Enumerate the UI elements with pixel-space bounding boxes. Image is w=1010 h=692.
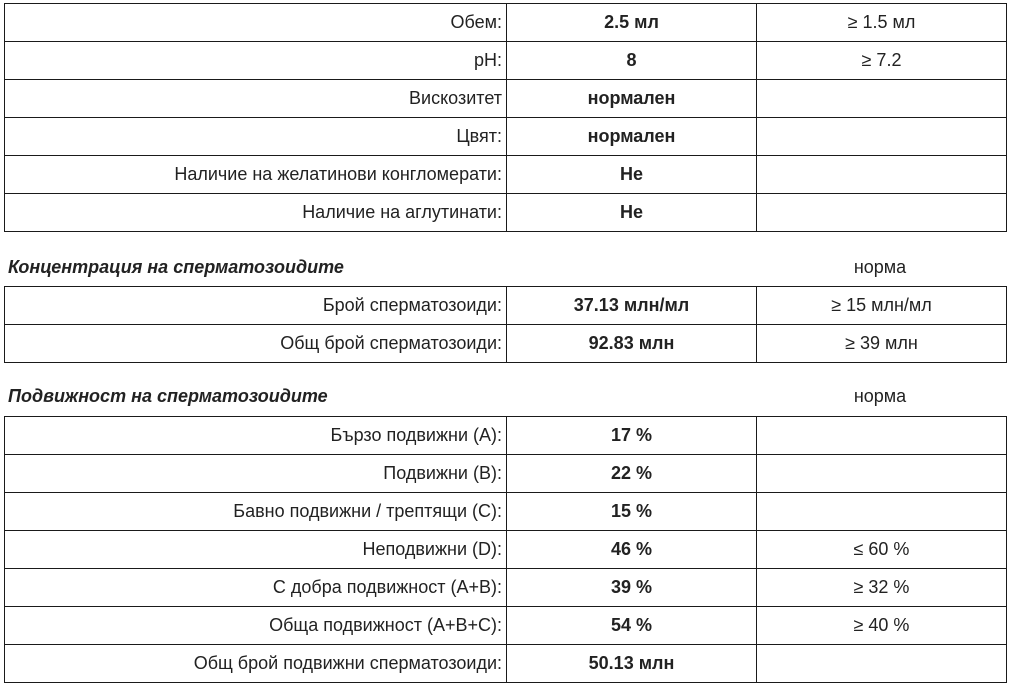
- parameter-norm: ≥ 1.5 мл: [757, 4, 1007, 42]
- motility-section-title: Подвижност на сперматозоидите: [8, 386, 328, 406]
- parameter-value: 54 %: [507, 607, 757, 645]
- parameter-label: Бавно подвижни / трептящи (С):: [5, 493, 507, 531]
- parameter-value: 37.13 млн/мл: [507, 287, 757, 325]
- table-row: [5, 80, 1007, 118]
- table-row: [5, 325, 1007, 363]
- concentration-norm-header: норма: [853, 257, 907, 277]
- parameter-label: Наличие на аглутинати:: [5, 194, 507, 232]
- parameter-label: Цвят:: [5, 118, 507, 156]
- parameter-norm: [757, 417, 1007, 455]
- parameter-norm: [757, 493, 1007, 531]
- physical-parameters-table: [4, 3, 1007, 232]
- parameter-norm: ≥ 40 %: [757, 607, 1007, 645]
- parameter-label: Наличие на желатинови конгломерати:: [5, 156, 507, 194]
- parameter-label: Подвижни (В):: [5, 455, 507, 493]
- parameter-norm: ≤ 60 %: [757, 531, 1007, 569]
- concentration-section-title: Концентрация на сперматозоидите: [8, 257, 344, 277]
- parameter-norm: [757, 156, 1007, 194]
- table-row: [5, 156, 1007, 194]
- parameter-label: Общ брой сперматозоиди:: [5, 325, 507, 363]
- parameter-norm: [757, 194, 1007, 232]
- parameter-norm: ≥ 15 млн/мл: [757, 287, 1007, 325]
- parameter-norm: ≥ 32 %: [757, 569, 1007, 607]
- parameter-value: 2.5 мл: [507, 4, 757, 42]
- parameter-value: нормален: [507, 80, 757, 118]
- parameter-norm: [757, 80, 1007, 118]
- table-row: [5, 493, 1007, 531]
- table-row: [5, 417, 1007, 455]
- table-row: [5, 569, 1007, 607]
- parameter-value: нормален: [507, 118, 757, 156]
- concentration-table: [4, 286, 1007, 363]
- parameter-norm: ≥ 39 млн: [757, 325, 1007, 363]
- table-row: [5, 287, 1007, 325]
- table-row: [5, 118, 1007, 156]
- table-row: [5, 455, 1007, 493]
- parameter-value: Не: [507, 194, 757, 232]
- table-row: [5, 645, 1007, 683]
- parameter-norm: [757, 645, 1007, 683]
- table-row: [5, 607, 1007, 645]
- table-row: [5, 4, 1007, 42]
- parameter-label: Бързо подвижни (А):: [5, 417, 507, 455]
- parameter-norm: [757, 118, 1007, 156]
- table-row: [5, 531, 1007, 569]
- parameter-value: 46 %: [507, 531, 757, 569]
- parameter-norm: [757, 455, 1007, 493]
- parameter-value: 15 %: [507, 493, 757, 531]
- parameter-label: pH:: [5, 42, 507, 80]
- parameter-value: 50.13 млн: [507, 645, 757, 683]
- parameter-label: Неподвижни (D):: [5, 531, 507, 569]
- parameter-label: С добра подвижност (А+В):: [5, 569, 507, 607]
- parameter-label: Обем:: [5, 4, 507, 42]
- parameter-label: Обща подвижност (А+В+С):: [5, 607, 507, 645]
- parameter-value: 22 %: [507, 455, 757, 493]
- table-row: [5, 42, 1007, 80]
- parameter-label: Брой сперматозоиди:: [5, 287, 507, 325]
- parameter-label: Общ брой подвижни сперматозоиди:: [5, 645, 507, 683]
- motility-norm-header: норма: [853, 386, 907, 406]
- parameter-value: 17 %: [507, 417, 757, 455]
- parameter-value: Не: [507, 156, 757, 194]
- table-row: [5, 194, 1007, 232]
- parameter-norm: ≥ 7.2: [757, 42, 1007, 80]
- parameter-value: 8: [507, 42, 757, 80]
- parameter-value: 39 %: [507, 569, 757, 607]
- motility-table: [4, 416, 1007, 683]
- parameter-label: Вискозитет: [5, 80, 507, 118]
- parameter-value: 92.83 млн: [507, 325, 757, 363]
